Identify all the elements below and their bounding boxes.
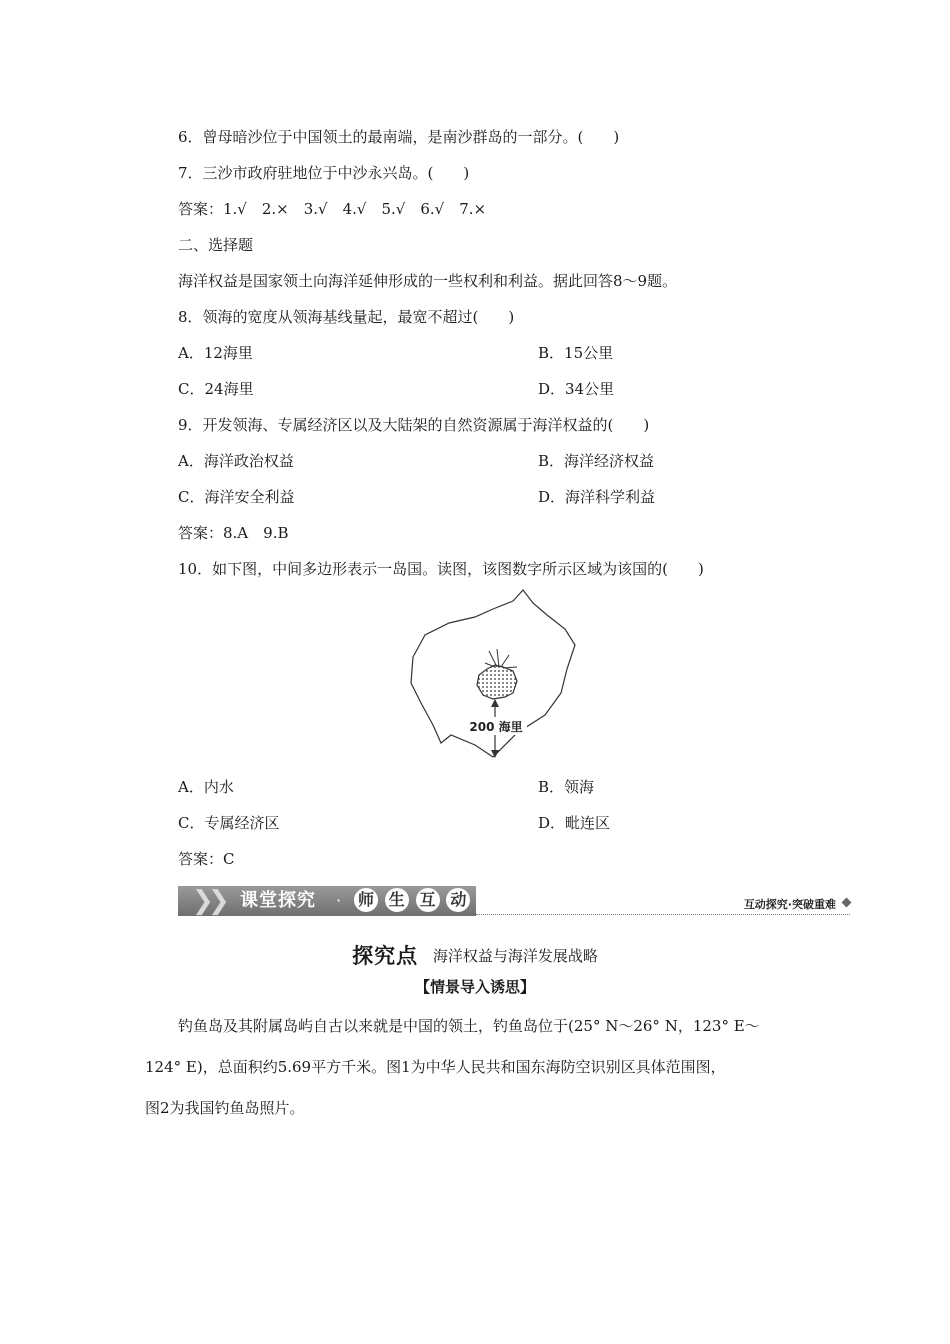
question-7: 7．三沙市政府驻地位于中沙永兴岛。( ) bbox=[178, 164, 470, 182]
arrow-head-top bbox=[491, 699, 499, 707]
question-10-stem: 10．如下图，中间多边形表示一岛国。读图，该图数字所示区域为该国的( ) bbox=[178, 560, 704, 578]
situation-heading: 【情景导入诱思】 bbox=[414, 978, 535, 996]
q10-option-c: C．专属经济区 bbox=[178, 814, 280, 832]
paragraph-line: 钓鱼岛及其附属岛屿自古以来就是中国的领土，钓鱼岛位于(25° N～26° N，123° E～ bbox=[178, 1017, 760, 1035]
q8-option-c: C．24海里 bbox=[178, 380, 254, 398]
banner-circle-char: 师 bbox=[354, 888, 378, 912]
q10-option-d: D．毗连区 bbox=[538, 814, 611, 832]
explore-title: 探究点 bbox=[352, 944, 419, 968]
question-6: 6．曾母暗沙位于中国领土的最南端，是南沙群岛的一部分。( ) bbox=[178, 128, 620, 146]
diamond-icon bbox=[842, 898, 852, 908]
banner-bar bbox=[178, 886, 476, 916]
banner-circle-char: 互 bbox=[416, 888, 440, 912]
chevron-right-icon: ❯ bbox=[208, 886, 230, 916]
q8-option-b: B．15公里 bbox=[538, 344, 614, 362]
chevron-right-icon: ❯ bbox=[192, 886, 214, 916]
banner-title: 课堂探究 bbox=[240, 890, 316, 911]
explore-subtitle: 海洋权益与海洋发展战略 bbox=[432, 946, 598, 965]
island-map-figure bbox=[405, 585, 585, 765]
explore-heading bbox=[0, 940, 950, 970]
section-title: 二、选择题 bbox=[178, 236, 254, 254]
banner-circle-char: 生 bbox=[385, 888, 409, 912]
banner-circles bbox=[354, 888, 472, 912]
q9-option-c: C．海洋安全利益 bbox=[178, 488, 295, 506]
banner-dot: · bbox=[336, 891, 342, 910]
q10-option-a: A．内水 bbox=[178, 778, 234, 796]
paragraph-line: 图2为我国钓鱼岛照片。 bbox=[145, 1099, 305, 1117]
island-country bbox=[477, 665, 517, 699]
q9-option-a: A．海洋政治权益 bbox=[178, 452, 294, 470]
answer-8-9: 答案：8.A 9.B bbox=[178, 524, 289, 542]
intro-8-9: 海洋权益是国家领土向海洋延伸形成的一些权利和利益。据此回答8～9题。 bbox=[178, 272, 678, 290]
q8-option-a: A．12海里 bbox=[178, 344, 253, 362]
q8-option-d: D．34公里 bbox=[538, 380, 615, 398]
question-8-stem: 8．领海的宽度从领海基线量起，最宽不超过( ) bbox=[178, 308, 515, 326]
distance-label: 200 海里 bbox=[469, 720, 523, 734]
answer-10: 答案：C bbox=[178, 850, 235, 868]
q10-option-b: B．领海 bbox=[538, 778, 595, 796]
paragraph-line: 124° E)，总面积约5.69平方千米。图1为中华人民共和国东海防空识别区具体范围图， bbox=[145, 1058, 726, 1076]
banner-divider bbox=[476, 914, 850, 915]
q9-option-b: B．海洋经济权益 bbox=[538, 452, 655, 470]
island-sprout-lines bbox=[485, 649, 517, 668]
banner-right-text: 互动探究·突破重难 bbox=[743, 898, 836, 911]
answer-tf: 答案：1.√ 2.× 3.√ 4.√ 5.√ 6.√ 7.× bbox=[178, 200, 487, 218]
question-9-stem: 9．开发领海、专属经济区以及大陆架的自然资源属于海洋权益的( ) bbox=[178, 416, 650, 434]
section-banner bbox=[178, 886, 850, 918]
q9-option-d: D．海洋科学利益 bbox=[538, 488, 656, 506]
banner-circle-char: 动 bbox=[446, 888, 470, 912]
